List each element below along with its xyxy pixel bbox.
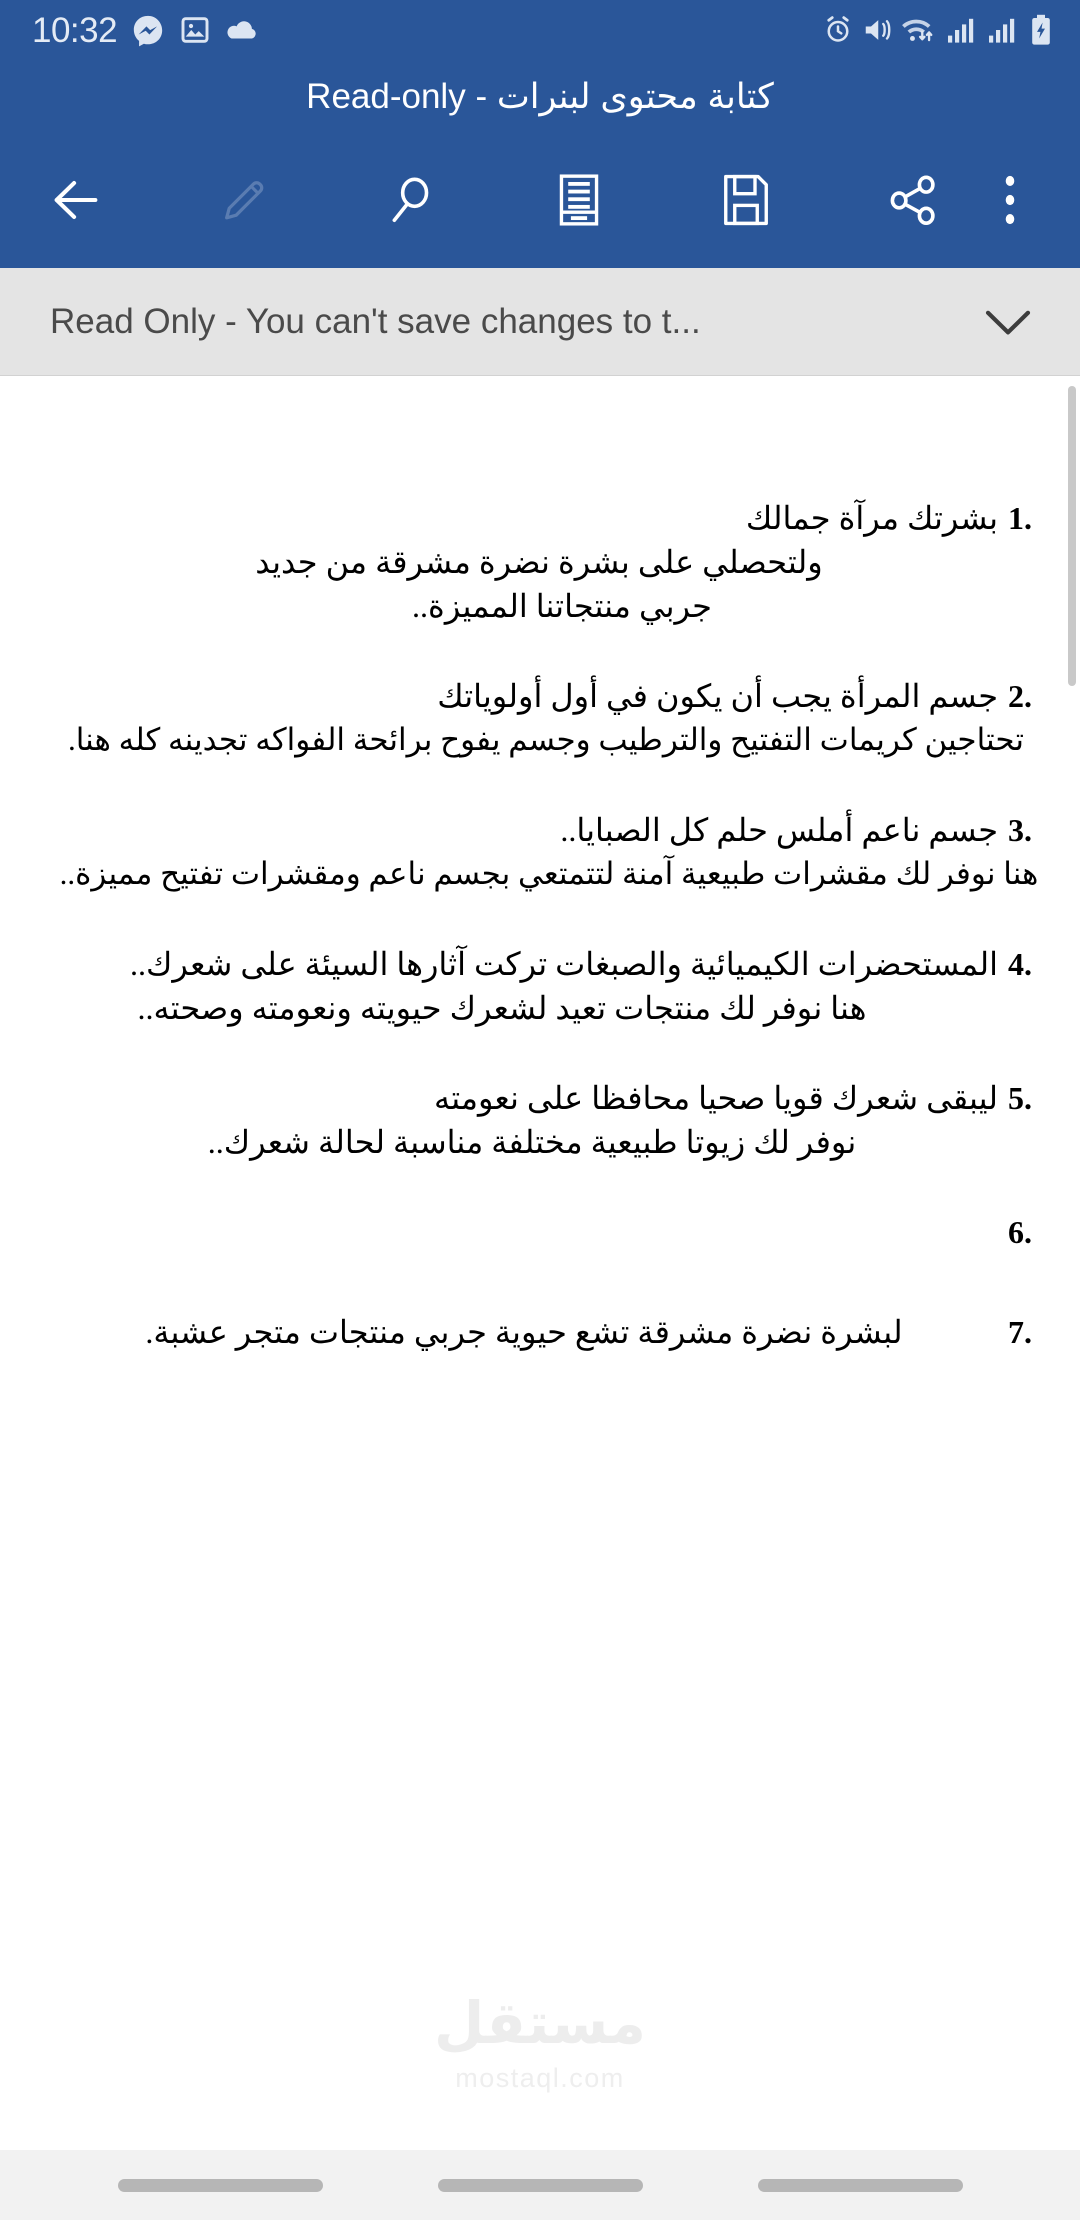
status-clock: 10:32: [32, 10, 118, 50]
alarm-icon: [823, 15, 853, 45]
list-item-body: [40, 942, 998, 1030]
list-item-line: لبشرة نضرة مشرقة تشع حيوية جربي منتجات متجر عشبة.: [145, 1314, 903, 1350]
wifi-icon: [901, 15, 937, 45]
share-button[interactable]: [866, 153, 962, 249]
back-button[interactable]: [28, 153, 124, 249]
list-item-line: نوفر لك زيوتا طبيعية مختلفة مناسبة لحالة شعرك..: [207, 1124, 857, 1160]
magnifier-icon: [384, 173, 438, 230]
list-item: [40, 808, 1040, 896]
watermark-url: mostaql.com: [455, 2063, 625, 2093]
list-item-number: 6.: [1008, 1214, 1032, 1250]
list-item-line: بشرتك مرآة جمالك: [745, 500, 998, 536]
vertical-scrollbar[interactable]: [1068, 386, 1076, 686]
list-item-body: [40, 674, 1025, 762]
read-only-banner[interactable]: [0, 268, 1080, 376]
share-nodes-icon: [887, 173, 941, 230]
status-bar-right: [823, 14, 1054, 46]
outline-button[interactable]: [531, 153, 627, 249]
list-item-body: [40, 808, 1039, 896]
list-item: [40, 1310, 1040, 1354]
floppy-save-icon: [720, 173, 772, 230]
list-item-line: هنا نوفر لك مقشرات طبيعية آمنة لتتمتعي بجسم ناعم ومقشرات تفتيح مميزة..: [59, 856, 1039, 891]
pencil-icon: [218, 174, 270, 229]
list-item-line: جربي منتجاتنا المميزة..: [412, 588, 712, 624]
nav-back-button[interactable]: [758, 2179, 963, 2192]
list-item-body: [40, 496, 998, 628]
system-navigation-bar: [0, 2150, 1080, 2220]
watermark-logo: مستقل: [433, 1991, 647, 2056]
edit-button[interactable]: [196, 153, 292, 249]
list-item-line: المستحضرات الكيميائية والصبغات تركت آثارها السيئة على شعرك..: [130, 946, 998, 982]
list-item: [40, 1210, 1040, 1254]
search-button[interactable]: [363, 153, 459, 249]
document-page: [0, 376, 1080, 2150]
watermark: [0, 1989, 1080, 2094]
list-item-body: [40, 1210, 998, 1254]
list-item-number: 4.: [1008, 946, 1032, 982]
battery-charging-icon: [1028, 14, 1054, 46]
list-item-number: 5.: [1008, 1080, 1032, 1116]
list-item-number: 7.: [1008, 1314, 1032, 1350]
list-item-number: 3.: [1008, 812, 1032, 848]
cloud-icon: [225, 15, 259, 45]
list-item: [40, 496, 1040, 628]
list-item-number: 1.: [1008, 500, 1032, 536]
signal-sim2-icon: [987, 16, 1019, 44]
list-item-line: جسم ناعم أملس حلم كل الصبايا..: [560, 812, 998, 848]
numbered-list: [40, 496, 1040, 1354]
title-bar: [0, 60, 1080, 134]
nav-recents-button[interactable]: [118, 2179, 323, 2192]
save-button[interactable]: [698, 153, 794, 249]
list-item-line: ولتحصلي على بشرة نضرة مشرقة من جديد: [255, 544, 823, 580]
status-bar: [0, 0, 1080, 60]
status-bar-left: [32, 10, 259, 50]
gallery-icon: [179, 14, 211, 46]
chevron-down-icon[interactable]: [982, 302, 1034, 342]
more-button[interactable]: [962, 153, 1058, 249]
signal-sim1-icon: [946, 16, 978, 44]
document-viewport[interactable]: [0, 376, 1080, 2150]
list-item-line: ليبقى شعرك قويا صحيا محافظا على نعومته: [434, 1080, 998, 1116]
document-outline-icon: [554, 173, 604, 230]
list-item-line: جسم المرأة يجب أن يكون في أول أولوياتك: [437, 678, 998, 714]
list-item-line: هنا نوفر لك منتجات تعيد لشعرك حيويته ونعومته وصحته..: [137, 990, 867, 1026]
read-only-message: Read Only - You can't save changes to t...: [50, 301, 701, 341]
nav-home-button[interactable]: [438, 2179, 643, 2192]
overflow-menu-icon: [990, 173, 1030, 230]
list-item-number: 2.: [1008, 678, 1032, 714]
list-item: [40, 674, 1040, 762]
document-title: كتابة محتوى لبنرات - Read-only: [306, 77, 774, 116]
messenger-icon: [131, 13, 165, 47]
app-header: [0, 0, 1080, 268]
list-item: [40, 942, 1040, 1030]
list-item-body: [40, 1076, 998, 1164]
vibrate-icon: [862, 16, 892, 44]
list-item: [40, 1076, 1040, 1164]
list-item-line: تحتاجين كريمات التفتيح والترطيب وجسم يفوح برائحة الفواكه تجدينه كله هنا.: [67, 722, 1025, 757]
list-item-body: [40, 1310, 998, 1354]
toolbar: [0, 134, 1080, 268]
arrow-left-icon: [47, 171, 105, 232]
